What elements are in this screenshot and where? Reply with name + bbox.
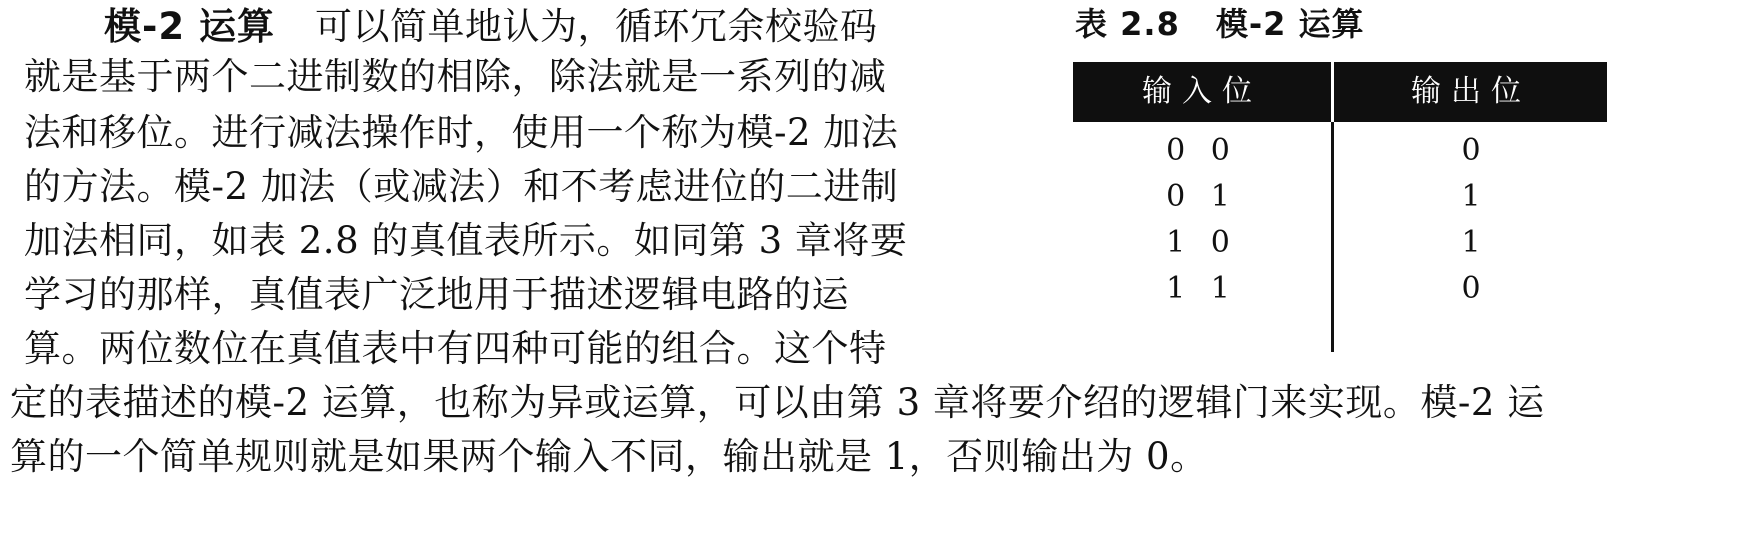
input-cell: 0 0 [1166, 133, 1238, 168]
truth-table [1073, 62, 1607, 352]
table-row [1073, 126, 1607, 176]
table-number: 表 2.8 [1075, 5, 1180, 43]
table-row [1073, 264, 1607, 314]
output-cell: 1 [1461, 179, 1481, 214]
paragraph-line-7: 算。两位数位在真值表中有四种可能的组合。这个特 [24, 327, 887, 370]
input-cell: 0 1 [1166, 179, 1238, 214]
paragraph-line-text: 可以简单地认为，循环冗余校验码 [314, 5, 878, 48]
paragraph-line-5: 加法相同，如表 2.8 的真值表所示。如同第 3 章将要 [24, 219, 908, 262]
table-row [1073, 218, 1607, 268]
paragraph-line-4: 的方法。模-2 加法（或减法）和不考虑进位的二进制 [24, 165, 899, 208]
paragraph-line-3: 法和移位。进行减法操作时，使用一个称为模-2 加法 [24, 111, 899, 154]
table-header [1073, 62, 1607, 122]
output-cell: 1 [1461, 225, 1481, 260]
paragraph-line-1 [24, 0, 984, 54]
paragraph-line-2: 就是基于两个二进制数的相除，除法就是一系列的减 [24, 55, 887, 98]
input-cell: 1 1 [1166, 271, 1238, 306]
header-output-bit: 输出位 [1411, 74, 1531, 109]
input-cell: 1 0 [1166, 225, 1238, 260]
paragraph-line-9: 算的一个简单规则就是如果两个输入不同，输出就是 1，否则输出为 0。 [10, 435, 1208, 478]
table-row [1073, 172, 1607, 222]
paragraph-line-8: 定的表描述的模-2 运算，也称为异或运算，可以由第 3 章将要介绍的逻辑门来实现。模-2 运 [10, 381, 1545, 424]
table-title: 模-2 运算 [1215, 5, 1365, 43]
header-input-bits: 输入位 [1142, 74, 1262, 109]
header-divider [1331, 62, 1334, 122]
output-cell: 0 [1461, 133, 1481, 168]
term-heading: 模-2 运算 [104, 5, 275, 48]
table-caption [1075, 2, 1595, 46]
output-cell: 0 [1461, 271, 1481, 306]
paragraph-line-6: 学习的那样，真值表广泛地用于描述逻辑电路的运 [24, 273, 849, 316]
